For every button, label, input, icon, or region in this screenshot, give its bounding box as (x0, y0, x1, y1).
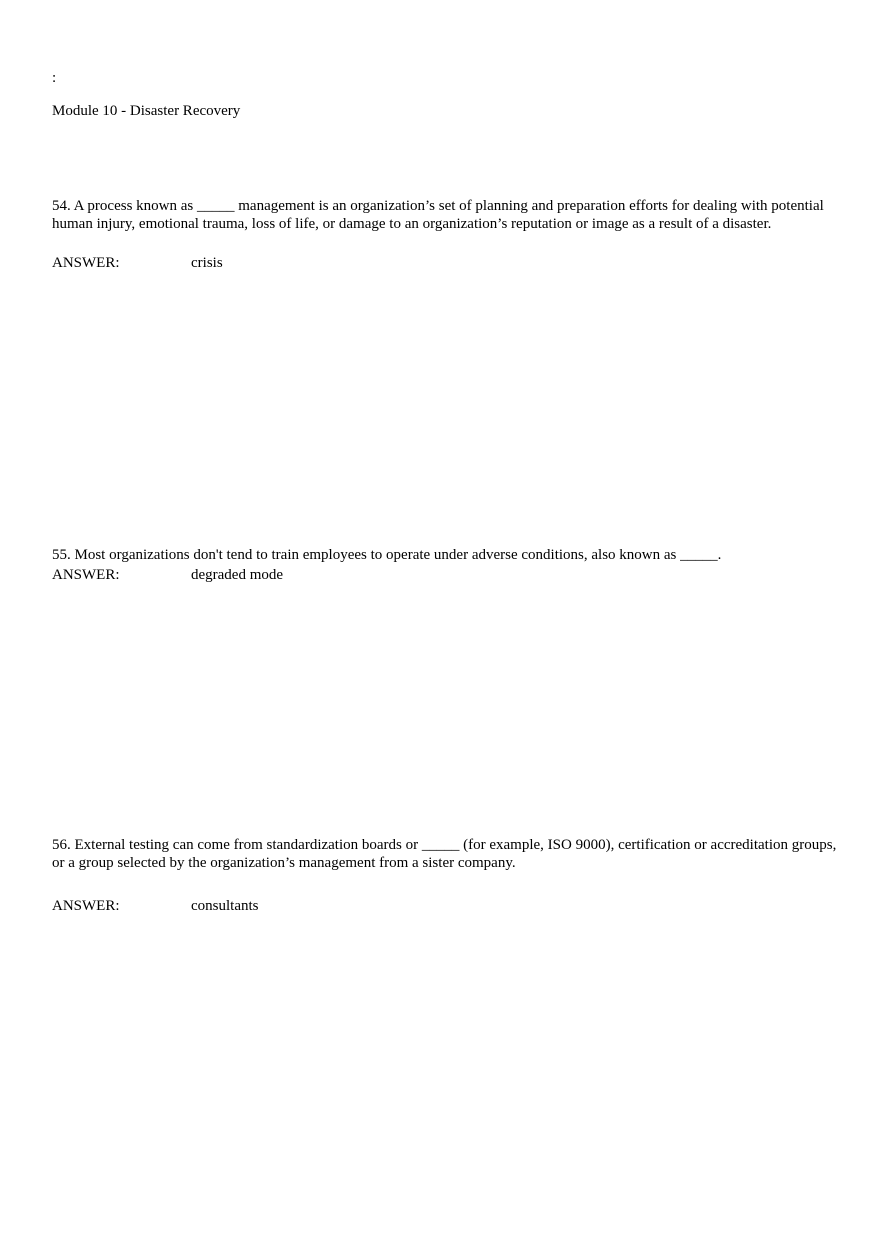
answer-value: crisis (191, 255, 223, 271)
question-56-answer-row (52, 897, 259, 915)
question-55-text: 55. Most organizations don't tend to train employees to operate under adverse conditions, also known as _____. (52, 547, 722, 563)
question-55-answer-row (52, 566, 283, 584)
question-54-answer-row (52, 254, 223, 272)
header-colon: : (52, 70, 57, 86)
answer-label: ANSWER: (52, 898, 120, 914)
question-54-text: 54. A process known as _____ management is an organization’s set of planning and preparation efforts for dealing with potential human injury, emotional trauma, loss of life, or damage to an organization’s reputation or image as a result of a disaster. (52, 198, 824, 232)
answer-label: ANSWER: (52, 567, 120, 583)
question-56-text: 56. External testing can come from standardization boards or _____ (for example, ISO 9000), certification or accreditation groups, or a group selected by the organization’s management from a sister company. (52, 837, 837, 871)
answer-value: consultants (191, 898, 259, 914)
answer-label: ANSWER: (52, 255, 120, 271)
module-title: Module 10 - Disaster Recovery (52, 103, 241, 119)
answer-value: degraded mode (191, 567, 284, 583)
